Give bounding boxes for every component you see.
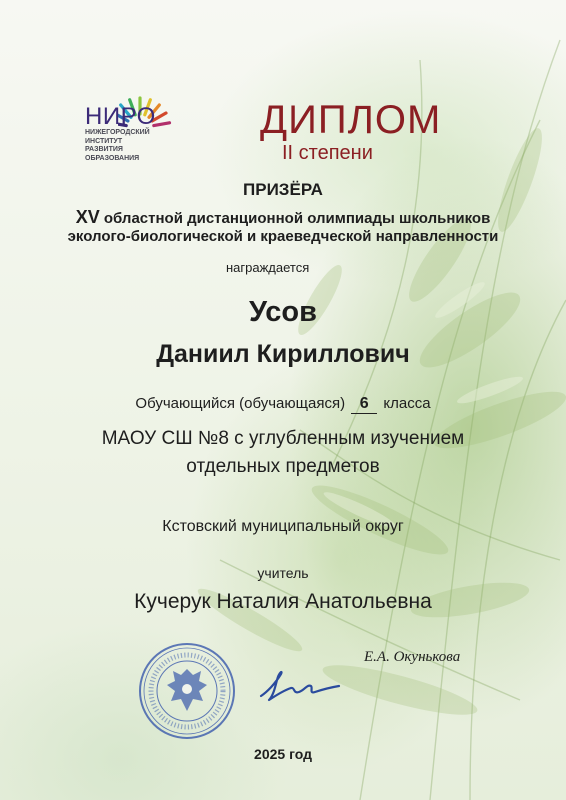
diploma-degree: II степени <box>282 142 373 164</box>
recipient-surname: Усов <box>249 296 317 328</box>
logo-subtitle-line: НИЖЕГОРОДСКИЙ <box>85 129 150 136</box>
grade-suffix: класса <box>383 395 431 412</box>
olympiad-line-2: эколого-биологической и краеведческой направленности <box>67 228 499 245</box>
handwritten-signature <box>255 666 345 706</box>
district: Кстовский муниципальный округ <box>162 518 404 535</box>
teacher-name: Кучерук Наталия Анатольевна <box>134 590 432 613</box>
olympiad-number: XV <box>75 207 100 227</box>
logo-subtitle <box>85 129 175 163</box>
olympiad-title: областной дистанционной олимпиады школьников <box>103 210 491 227</box>
student-label: Обучающийся (обучающаяся) <box>135 395 346 412</box>
grade-value: 6 <box>351 395 377 414</box>
signatory-name: Е.А. Окунькова <box>364 649 461 665</box>
logo-wordmark: НИРО <box>85 103 156 130</box>
logo-ray <box>154 123 170 126</box>
prize-label: ПРИЗЁРА <box>243 180 323 199</box>
logo-subtitle-line: ИНСТИТУТ <box>85 137 123 145</box>
grade-row <box>0 395 566 414</box>
teacher-label: учитель <box>257 565 309 581</box>
issue-year: 2025 год <box>254 746 312 762</box>
diploma-title: ДИПЛОМ <box>260 98 442 142</box>
official-seal-stamp <box>137 641 237 741</box>
awarded-label: награждается <box>226 260 310 275</box>
recipient-given-names: Даниил Кириллович <box>156 340 410 368</box>
school-line-2: отдельных предметов <box>186 456 380 477</box>
logo-subtitle-line: ОБРАЗОВАНИЯ <box>85 154 140 162</box>
logo-subtitle-line: РАЗВИТИЯ <box>85 146 123 154</box>
olympiad-line-1 <box>0 207 566 228</box>
school-line-1: МАОУ СШ №8 с углубленным изучением <box>101 428 465 449</box>
